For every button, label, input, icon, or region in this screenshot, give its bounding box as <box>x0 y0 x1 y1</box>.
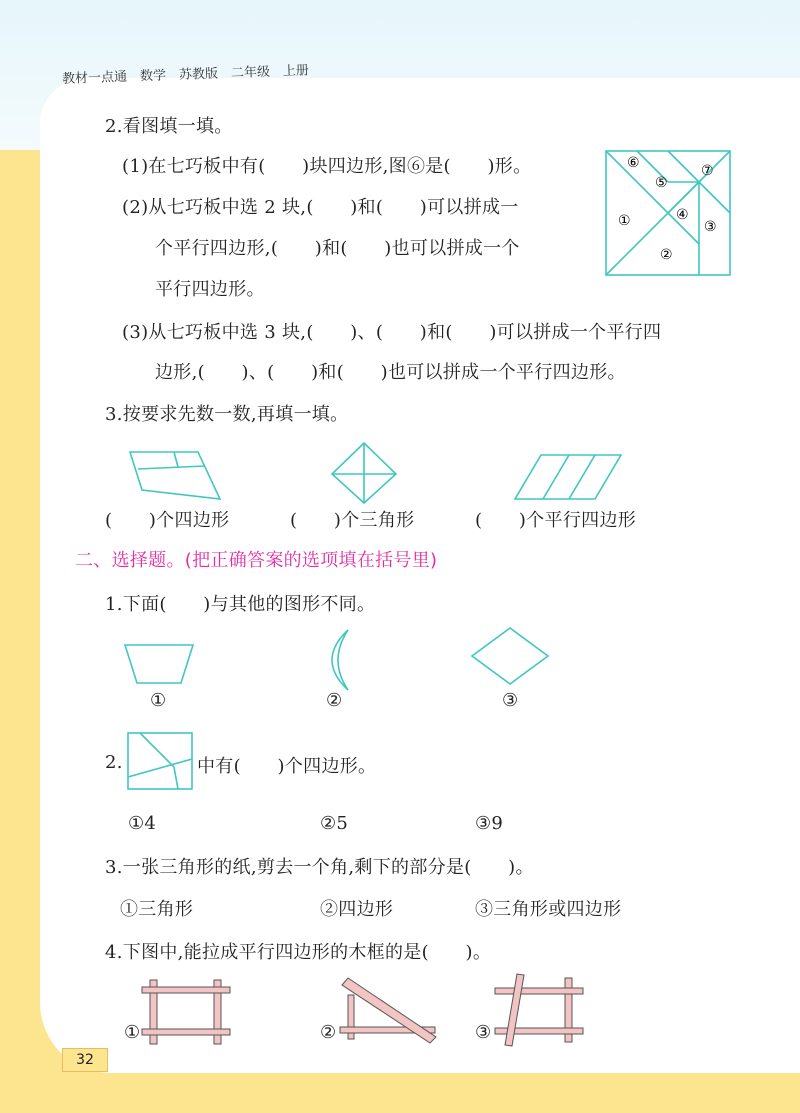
q2-line1: (1)在七巧板中有( )块四边形,图⑥是( )形。 <box>122 156 532 177</box>
c1-title: 1.下面( )与其他的图形不同。 <box>105 594 376 615</box>
c2-figure-square <box>128 733 194 791</box>
page-number: 32 <box>62 1048 108 1072</box>
c1-figure-crescent <box>318 630 352 692</box>
c2-option-2: ②5 <box>320 813 349 834</box>
tangram-figure <box>606 151 732 277</box>
c3-option-2: ②四边形 <box>320 899 394 920</box>
q2-line4: 平行四边形。 <box>155 279 265 300</box>
c3-option-3: ③三角形或四边形 <box>475 899 622 920</box>
page-header: 教材一点通 数学 苏教版 二年级 上册 <box>61 63 310 87</box>
tangram-label-3: ③ <box>704 219 717 235</box>
q2-line6: 边形,( )、( )和( )也可以拼成一个平行四边形。 <box>155 362 626 383</box>
c1-option-1: ① <box>150 690 167 711</box>
tangram-label-5: ⑤ <box>655 175 668 191</box>
q3-figure-triangles <box>332 443 398 505</box>
c2-number: 2. <box>105 752 123 773</box>
q2-line3: 个平行四边形,( )和( )也可以拼成一个 <box>155 238 520 259</box>
q3-answer-parallelograms: ( )个平行四边形 <box>475 510 637 531</box>
c4-title: 4.下图中,能拉成平行四边形的木框的是( )。 <box>105 942 492 963</box>
q3-figure-parallelograms <box>515 455 623 501</box>
c4-option-1: ① <box>124 1022 141 1043</box>
c2-text: 中有( )个四边形。 <box>197 756 377 777</box>
c4-option-3: ③ <box>475 1022 492 1043</box>
c4-figure-frame-2 <box>340 975 440 1047</box>
tangram-label-6: ⑥ <box>627 155 640 171</box>
tangram-label-1: ① <box>618 213 631 229</box>
tangram-label-4: ④ <box>676 207 689 223</box>
q2-line2: (2)从七巧板中选 2 块,( )和( )可以拼成一 <box>122 197 519 218</box>
c3-title: 3.一张三角形的纸,剪去一个角,剩下的部分是( )。 <box>105 857 534 878</box>
q3-figure-quadrilaterals <box>130 452 222 500</box>
c4-option-2: ② <box>320 1022 337 1043</box>
c1-figure-trapezoid <box>125 645 195 685</box>
c2-option-1: ①4 <box>128 813 157 834</box>
q3-answer-quadrilaterals: ( )个四边形 <box>105 510 230 531</box>
c4-figure-frame-3 <box>495 972 587 1048</box>
tangram-label-2: ② <box>660 247 673 263</box>
c2-option-3: ③9 <box>475 813 504 834</box>
q2-title: 2.看图填一填。 <box>105 116 233 137</box>
c1-figure-rhombus <box>472 628 550 686</box>
c3-option-1: ①三角形 <box>120 899 194 920</box>
c1-option-2: ② <box>326 690 343 711</box>
c4-figure-frame-1 <box>140 975 235 1047</box>
q2-line5: (3)从七巧板中选 3 块,( )、( )和( )可以拼成一个平行四 <box>122 322 662 343</box>
q3-answer-triangles: ( )个三角形 <box>290 510 415 531</box>
tangram-label-7: ⑦ <box>701 163 714 179</box>
q3-title: 3.按要求先数一数,再填一填。 <box>105 404 349 425</box>
c1-option-3: ③ <box>502 690 519 711</box>
section-2-title: 二、选择题。(把正确答案的选项填在括号里) <box>75 550 438 571</box>
